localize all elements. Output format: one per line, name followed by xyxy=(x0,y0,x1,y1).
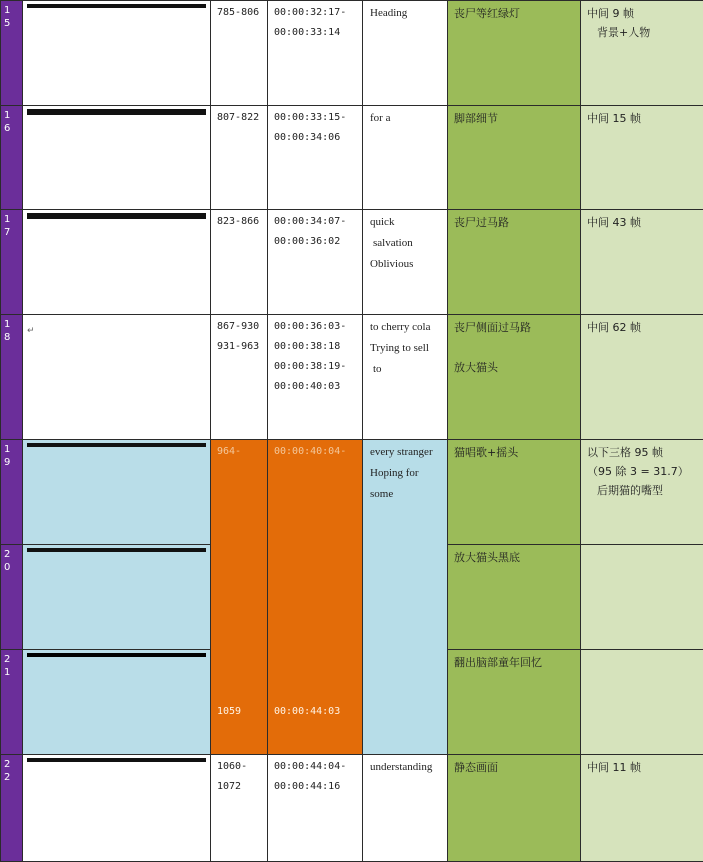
frame-range: 785-806 xyxy=(211,1,268,106)
lyric: for a xyxy=(363,106,448,210)
storyboard-frame xyxy=(23,755,211,862)
action-description: 脚部细节 xyxy=(448,106,581,210)
frame-note: 中间 9 帧 背景+人物 xyxy=(581,1,703,106)
action-description: 猫唱歌+摇头 xyxy=(448,440,581,545)
shot-number: 1 6 xyxy=(1,106,23,210)
timecode: 00:00:32:17- 00:00:33:14 xyxy=(268,1,363,106)
table-row xyxy=(1,210,703,315)
planet-in-space-sketch xyxy=(27,653,206,657)
shot-number: 1 5 xyxy=(1,1,23,106)
action-description: 静态画面 xyxy=(448,755,581,862)
frame-range: 867-930 931-963 xyxy=(211,315,268,440)
lyric: Heading xyxy=(363,1,448,106)
timecode: 00:00:33:15- 00:00:34:06 xyxy=(268,106,363,210)
shot-number: 1 9 xyxy=(1,440,23,545)
shot-number: 2 2 xyxy=(1,755,23,862)
storyboard-frame xyxy=(23,106,211,210)
table-row xyxy=(1,755,703,862)
action-description: 丧尸等红绿灯 xyxy=(448,1,581,106)
shot-number: 1 8 xyxy=(1,315,23,440)
timecode: 00:00:44:04- 00:00:44:16 xyxy=(268,755,363,862)
shot-number: 2 0 xyxy=(1,545,23,650)
cat-singing-sketch xyxy=(27,443,206,447)
paragraph-mark: ↵ xyxy=(27,326,35,336)
lyric: to cherry cola Trying to sell to xyxy=(363,315,448,440)
lyric: understanding xyxy=(363,755,448,862)
cat-head-black-scribble-sketch xyxy=(27,548,206,552)
table-row xyxy=(1,1,703,106)
storyboard-frame xyxy=(23,545,211,650)
action-description: 放大猫头黑底 xyxy=(448,545,581,650)
timecode: 00:00:34:07- 00:00:36:02 xyxy=(268,210,363,315)
action-description: 丧尸侧面过马路 放大猫头 xyxy=(448,315,581,440)
zombies-at-crosswalk-sketch xyxy=(27,4,206,8)
frame-range: 807-822 xyxy=(211,106,268,210)
timecode: 00:00:36:03- 00:00:38:18 00:00:38:19- 00:00:40:03 xyxy=(268,315,363,440)
shot-number: 2 1 xyxy=(1,650,23,755)
action-description: 翻出脑部童年回忆 xyxy=(448,650,581,755)
table-row xyxy=(1,440,703,545)
frame-note: 以下三格 95 帧 （95 除 3 = 31.7） 后期猫的嘴型 xyxy=(581,440,703,545)
frame-note: 中间 62 帧 xyxy=(581,315,703,440)
frame-note: 中间 43 帧 xyxy=(581,210,703,315)
action-description: 丧尸过马路 xyxy=(448,210,581,315)
frame-range: 1060- 1072 xyxy=(211,755,268,862)
lyric-merged: every stranger Hoping for some xyxy=(363,440,448,755)
table-row xyxy=(1,106,703,210)
zombies-crossing-sketch xyxy=(27,213,206,219)
storyboard-frame xyxy=(23,1,211,106)
frame-range: 823-866 xyxy=(211,210,268,315)
frame-note xyxy=(581,650,703,755)
frame-range-merged: 964- 1059 xyxy=(211,440,268,755)
shot-number: 1 7 xyxy=(1,210,23,315)
small-cat-in-bubble-sketch xyxy=(27,758,206,762)
storyboard-frame xyxy=(23,650,211,755)
storyboard-frame xyxy=(23,440,211,545)
frame-note: 中间 15 帧 xyxy=(581,106,703,210)
lyric: quick salvation Oblivious xyxy=(363,210,448,315)
feet-detail-sketch xyxy=(27,109,206,115)
table-row xyxy=(1,315,703,440)
frame-note xyxy=(581,545,703,650)
storyboard-frame-empty xyxy=(23,315,211,440)
frame-note: 中间 11 帧 xyxy=(581,755,703,862)
timecode-merged: 00:00:40:04- 00:00:44:03 xyxy=(268,440,363,755)
storyboard-frame xyxy=(23,210,211,315)
